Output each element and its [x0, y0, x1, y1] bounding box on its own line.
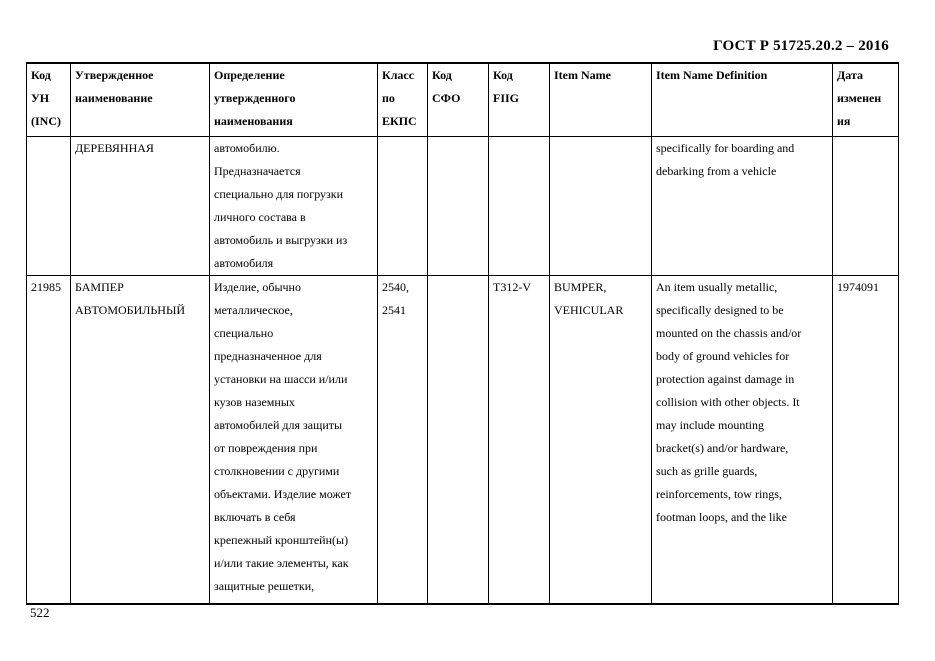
header-inc	[27, 63, 71, 137]
cell-text-line: автомобилей для защиты	[214, 418, 343, 432]
cell-text-line: изменен	[837, 91, 882, 105]
cell-text-line: Изделие, обычно	[214, 280, 301, 294]
cell-text-line: protection against damage in	[656, 372, 795, 386]
cell-text-line: автомобиля	[214, 256, 274, 270]
cell-text-line: reinforcements, tow rings,	[656, 487, 782, 501]
page-number: 522	[30, 605, 50, 620]
cell-definition	[210, 137, 378, 276]
cell-text-line: ЕКПС	[382, 114, 417, 128]
cell-text-line: footman loops, and the like	[656, 510, 787, 524]
cell-text-line: 1974091	[837, 280, 879, 294]
cell-text-line: автомобиль и выгрузки из	[214, 233, 348, 247]
cell-item-name	[550, 137, 652, 276]
cell-item-name-definition	[652, 137, 833, 276]
cell-text-line: Класс	[382, 68, 415, 82]
cell-text-line: mounted on the chassis and/or	[656, 326, 802, 340]
cell-text-line: специально	[214, 326, 274, 340]
cell-text-line: АВТОМОБИЛЬНЫЙ	[75, 303, 186, 317]
cell-text-line: 21985	[31, 280, 61, 294]
cell-text-line: (INC)	[31, 114, 61, 128]
cell-text-line: 2541	[382, 303, 406, 317]
cell-text-line: Предназначается	[214, 164, 301, 178]
cell-text-line: установки на шасси и/или	[214, 372, 348, 386]
header-definition	[210, 63, 378, 137]
cell-text-line: FIIG	[493, 91, 520, 105]
cell-text-line: от повреждения при	[214, 441, 318, 455]
cell-text-line: и/или такие элементы, как	[214, 556, 349, 570]
cell-class	[378, 137, 428, 276]
cell-inc	[27, 276, 71, 605]
cell-text-line: VEHICULAR	[554, 303, 624, 317]
cell-text-line: ДЕРЕВЯННАЯ	[75, 141, 154, 155]
cell-text-line: 2540,	[382, 280, 409, 294]
table-header-row	[27, 63, 899, 137]
cell-text-line: An item usually metallic,	[656, 280, 778, 294]
cell-text-line: объектами. Изделие может	[214, 487, 352, 501]
cell-text-line: ия	[837, 114, 851, 128]
header-sfo	[428, 63, 489, 137]
cell-text-line: Дата	[837, 68, 863, 82]
cell-text-line: Утвержденное	[75, 68, 154, 82]
cell-text-line: BUMPER,	[554, 280, 607, 294]
cell-text-line: specifically designed to be	[656, 303, 784, 317]
cell-text-line: debarking from a vehicle	[656, 164, 777, 178]
header-class	[378, 63, 428, 137]
cell-text-line: collision with other objects. It	[656, 395, 800, 409]
cell-fiig	[489, 276, 550, 605]
cell-inc	[27, 137, 71, 276]
cell-text-line: such as grille guards,	[656, 464, 758, 478]
catalog-table	[26, 62, 899, 605]
cell-text-line: Item Name	[554, 68, 611, 82]
cell-sfo	[428, 276, 489, 605]
cell-fiig	[489, 137, 550, 276]
cell-text-line: БАМПЕР	[75, 280, 124, 294]
cell-text-line: специально для погрузки	[214, 187, 344, 201]
header-fiig	[489, 63, 550, 137]
cell-text-line: Код	[432, 68, 452, 82]
table-row	[27, 276, 899, 605]
cell-text-line: T312-V	[493, 280, 531, 294]
cell-text-line: Код	[31, 68, 51, 82]
cell-text-line: по	[382, 91, 395, 105]
document-id: ГОСТ Р 51725.20.2 – 2016	[713, 38, 889, 54]
cell-item-name	[550, 276, 652, 605]
cell-text-line: body of ground vehicles for	[656, 349, 790, 363]
cell-text-line: УН	[31, 91, 50, 105]
cell-text-line: СФО	[432, 91, 461, 105]
cell-change-date	[833, 276, 899, 605]
cell-text-line: Item Name Definition	[656, 68, 768, 82]
header-approved-name	[71, 63, 210, 137]
cell-text-line: bracket(s) and/or hardware,	[656, 441, 789, 455]
cell-text-line: включать в себя	[214, 510, 296, 524]
cell-text-line: металлическое,	[214, 303, 293, 317]
cell-approved-name	[71, 137, 210, 276]
cell-approved-name	[71, 276, 210, 605]
cell-text-line: столкновении с другими	[214, 464, 340, 478]
header-item-name-definition	[652, 63, 833, 137]
cell-sfo	[428, 137, 489, 276]
table-row	[27, 137, 899, 276]
cell-text-line: предназначенное для	[214, 349, 322, 363]
cell-text-line: наименование	[75, 91, 153, 105]
cell-class	[378, 276, 428, 605]
cell-text-line: specifically for boarding and	[656, 141, 795, 155]
cell-text-line: Код	[493, 68, 513, 82]
cell-definition	[210, 276, 378, 605]
header-change-date	[833, 63, 899, 137]
cell-text-line: may include mounting	[656, 418, 764, 432]
cell-item-name-definition	[652, 276, 833, 605]
cell-text-line: Определение	[214, 68, 285, 82]
cell-text-line: защитные решетки,	[214, 579, 315, 593]
cell-text-line: крепежный кронштейн(ы)	[214, 533, 349, 547]
cell-text-line: личного состава в	[214, 210, 306, 224]
cell-text-line: наименования	[214, 114, 293, 128]
cell-change-date	[833, 137, 899, 276]
cell-text-line: утвержденного	[214, 91, 296, 105]
header-item-name	[550, 63, 652, 137]
cell-text-line: автомобилю.	[214, 141, 280, 155]
cell-text-line: кузов наземных	[214, 395, 295, 409]
